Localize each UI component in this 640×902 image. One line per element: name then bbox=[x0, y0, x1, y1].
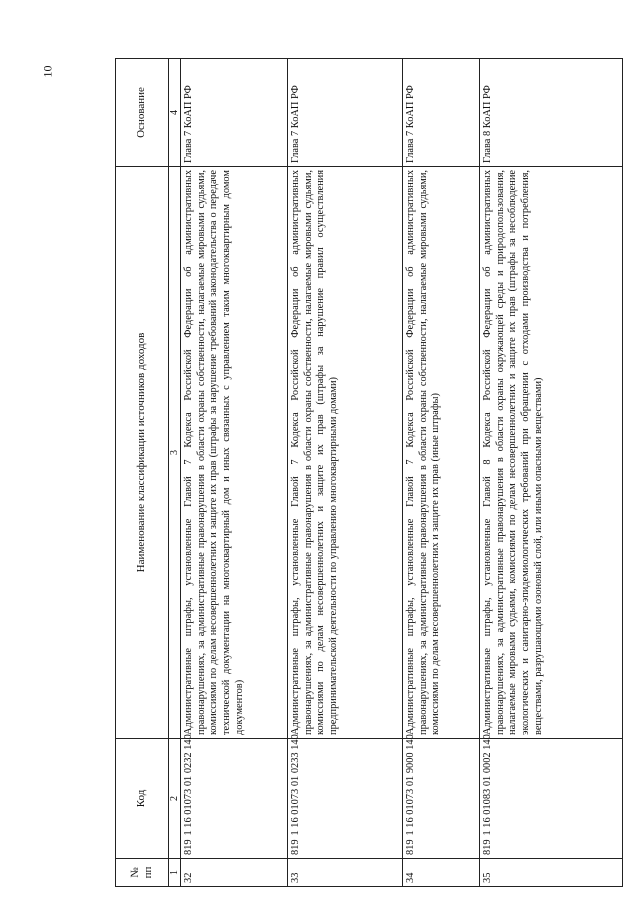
column-index: 3 bbox=[169, 166, 181, 738]
column-index: 1 bbox=[169, 859, 181, 887]
admin-code: 819 bbox=[181, 839, 288, 859]
revenue-code: 1 16 01073 01 0232 140 bbox=[181, 738, 288, 838]
row-number: 35 bbox=[480, 859, 623, 887]
column-index-row bbox=[169, 58, 181, 886]
row-number: 33 bbox=[288, 859, 403, 887]
header-row bbox=[116, 58, 169, 886]
revenue-code: 1 16 01083 01 0002 140 bbox=[480, 738, 623, 838]
row-number: 32 bbox=[181, 859, 288, 887]
revenue-code: 1 16 01073 01 0233 140 bbox=[288, 738, 403, 838]
legal-basis: Глава 7 КоАП РФ bbox=[181, 58, 288, 166]
revenue-classification-table bbox=[115, 58, 623, 887]
admin-code: 819 bbox=[403, 839, 480, 859]
revenue-code: 1 16 01073 01 9000 140 bbox=[403, 738, 480, 838]
admin-code: 819 bbox=[288, 839, 403, 859]
revenue-name: Административные штрафы, установленные Главой 7 Кодекса Российской Федерации об административных правонарушениях, за административные правонарушения в области охраны собственности, налагаемые мировыми судьями, комиссиями по делам несовершеннолетних и защите их прав (штрафы за нарушение требований законодательства о передаче технической документации на многоквартирный дом и иных связанных с управлением таким многоквартирным домом документов) bbox=[181, 166, 288, 738]
admin-code: 819 bbox=[480, 839, 623, 859]
revenue-name: Административные штрафы, установленные Главой 7 Кодекса Российской Федерации об административных правонарушениях, за административные правонарушения в области охраны собственности, налагаемые мировыми судьями, комиссиями по делам несовершеннолетних и защите их прав (штрафы за нарушение правил осуществления предпринимательской деятельности по управлению многоквартирными домами) bbox=[288, 166, 403, 738]
header-name: Наименование классификации источников доходов bbox=[116, 166, 169, 738]
revenue-name: Административные штрафы, установленные Главой 7 Кодекса Российской Федерации об административных правонарушениях, за административные правонарушения в области охраны собственности, налагаемые мировыми судьями, комиссиями по делам несовершеннолетних и защите их прав (иные штрафы) bbox=[403, 166, 480, 738]
header-code: Код bbox=[116, 738, 169, 858]
header-basis: Основание bbox=[116, 58, 169, 166]
column-index: 2 bbox=[169, 738, 181, 858]
legal-basis: Глава 7 КоАП РФ bbox=[288, 58, 403, 166]
rotated-page bbox=[115, 59, 617, 887]
legal-basis: Глава 8 КоАП РФ bbox=[480, 58, 623, 166]
legal-basis: Глава 7 КоАП РФ bbox=[403, 58, 480, 166]
header-num: № пп bbox=[116, 859, 169, 887]
table-row bbox=[403, 58, 480, 886]
table-row bbox=[480, 58, 623, 886]
page-number: 10 bbox=[40, 65, 55, 78]
row-number: 34 bbox=[403, 859, 480, 887]
revenue-name: Административные штрафы, установленные Главой 8 Кодекса Российской Федерации об административных правонарушениях, за административные правонарушения в области охраны окружающей среды и природопользования, налагаемые мировыми судьями, комиссиями по делам несовершеннолетних и защите их прав (штрафы за несоблюдение экологических и санитарно-эпидемиологических требований при обращении с отходами производства и потребления, веществами, разрушающими озоновый слой, или иными опасными веществами) bbox=[480, 166, 623, 738]
table-row bbox=[288, 58, 403, 886]
table-row bbox=[181, 58, 288, 886]
column-index: 4 bbox=[169, 58, 181, 166]
